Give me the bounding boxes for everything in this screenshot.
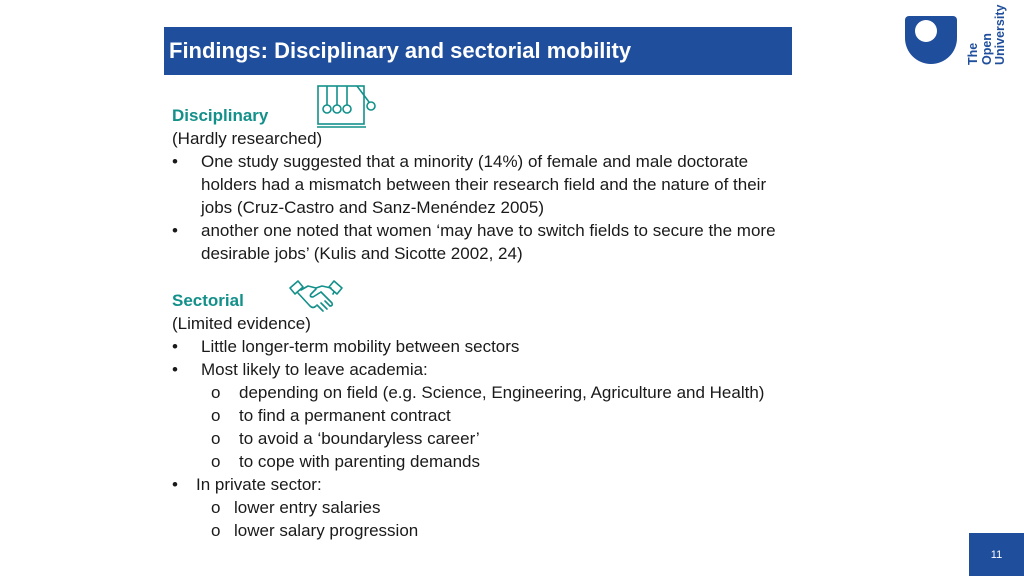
private-item-1: lower entry salaries	[234, 498, 381, 517]
sub-bullet-marker: o	[211, 383, 221, 402]
title-bar	[164, 27, 792, 75]
bullet-marker: •	[172, 360, 178, 379]
sub-bullet-marker: o	[211, 429, 221, 448]
disciplinary-bullet-1-line-2: holders had a mismatch between their research field and the nature of their	[201, 175, 767, 194]
disciplinary-subheading: (Hardly researched)	[172, 129, 323, 148]
sectorial-subheading: (Limited evidence)	[172, 314, 311, 333]
bullet-marker: •	[172, 337, 178, 356]
bullet-marker: •	[172, 152, 178, 171]
sub-bullet-marker: o	[211, 452, 221, 471]
private-sector-heading: In private sector:	[196, 475, 322, 494]
leave-reason-3: to avoid a ‘boundaryless career’	[239, 429, 480, 448]
logo-text: The Open University	[966, 4, 1007, 65]
sectorial-bullet-2: Most likely to leave academia:	[201, 360, 428, 379]
private-item-2: lower salary progression	[234, 521, 419, 540]
disciplinary-bullet-2-line-1: another one noted that women ‘may have to switch fields to secure the more	[201, 221, 776, 240]
sub-bullet-marker: o	[211, 406, 221, 425]
newtons-cradle-icon	[316, 84, 378, 130]
sub-bullet-marker: o	[211, 498, 221, 517]
page-number: 11	[969, 533, 1024, 576]
sectorial-heading: Sectorial	[172, 291, 244, 310]
disciplinary-bullet-1-line-3: jobs (Cruz-Castro and Sanz-Menéndez 2005)	[201, 198, 545, 217]
bullet-marker: •	[172, 475, 178, 494]
slide-title: Findings: Disciplinary and sectorial mobility	[169, 38, 632, 63]
sectorial-bullet-1: Little longer-term mobility between sectors	[201, 337, 520, 356]
leave-reason-4: to cope with parenting demands	[239, 452, 480, 471]
leave-reason-2: to find a permanent contract	[239, 406, 451, 425]
logo-mark-icon	[905, 16, 957, 64]
handshake-icon	[288, 278, 344, 314]
disciplinary-bullet-2-line-2: desirable jobs’ (Kulis and Sicotte 2002, 24)	[201, 244, 523, 263]
sub-bullet-marker: o	[211, 521, 221, 540]
disciplinary-bullet-1-line-1: One study suggested that a minority (14%) of female and male doctorate	[201, 152, 749, 171]
disciplinary-heading: Disciplinary	[172, 106, 269, 125]
bullet-marker: •	[172, 221, 178, 240]
leave-reason-1: depending on field (e.g. Science, Engineering, Agriculture and Health)	[239, 383, 765, 402]
